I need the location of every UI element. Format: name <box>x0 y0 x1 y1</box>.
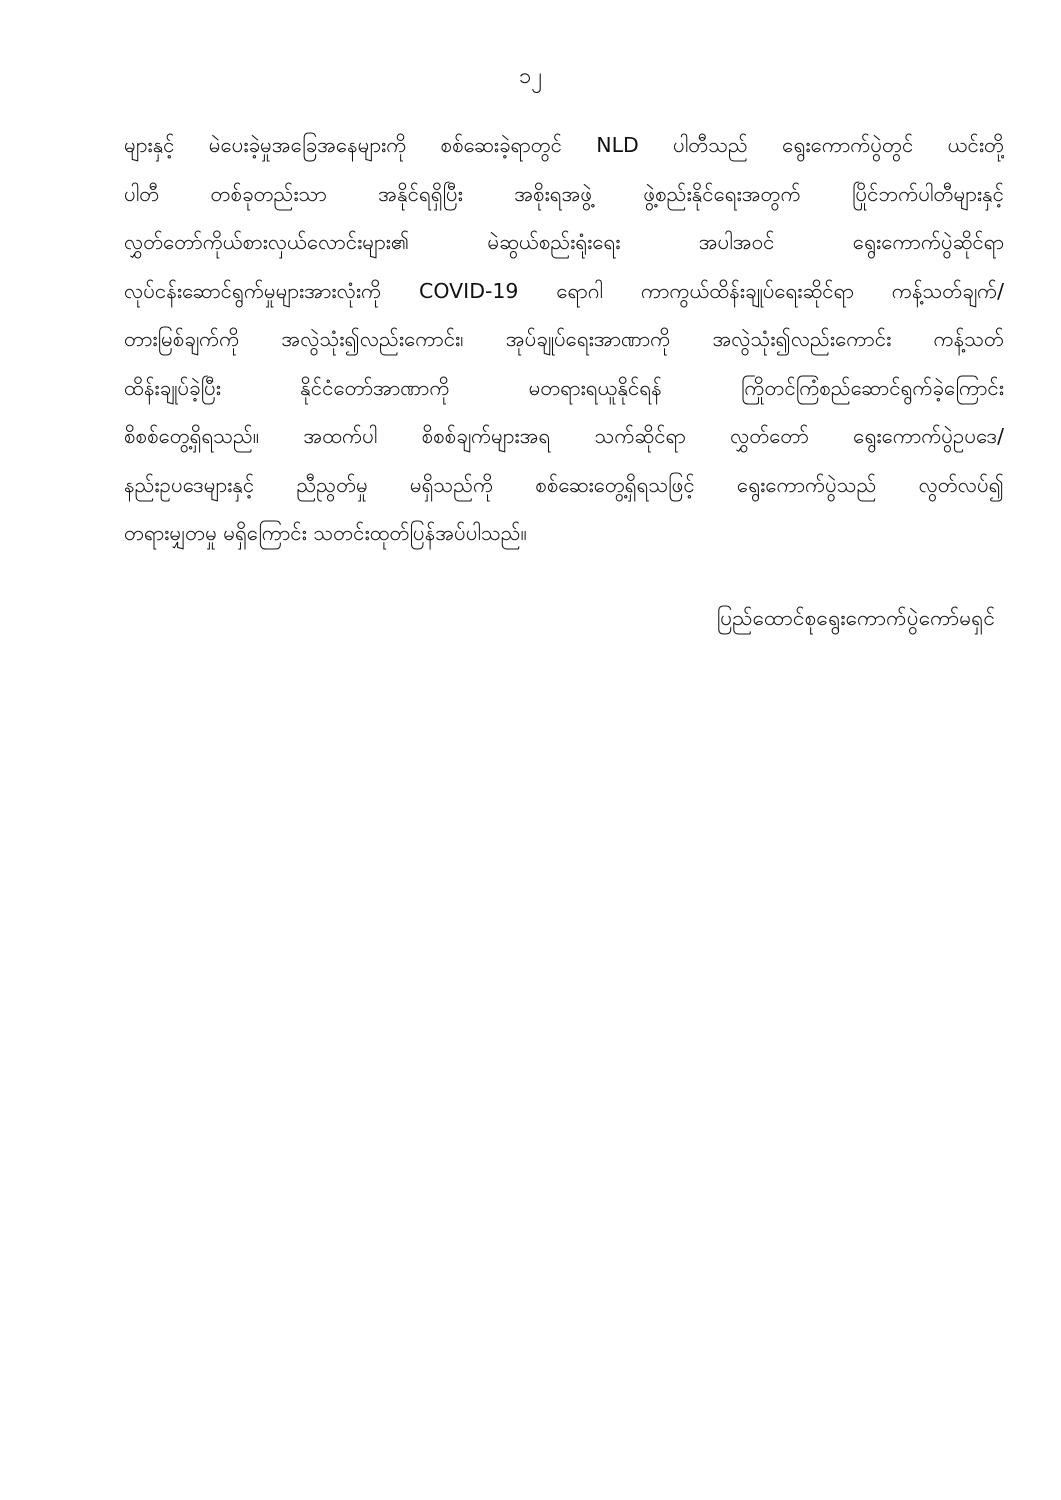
paragraph-line: များနှင့် မဲပေးခဲ့မှုအခြေအနေများကို စစ်ဆေးခဲ့ရာတွင် NLD ပါတီသည် ရွေးကောက်ပွဲတွင် ယင်းတို့ <box>124 133 1004 157</box>
page-number: ၁၂ <box>518 64 543 89</box>
paragraph-line: နည်းဥပဒေများနှင့် ညီညွတ်မှု မရှိသည်ကို စစ်ဆေးတွေ့ရှိရသဖြင့် ရွေးကောက်ပွဲသည် လွတ်လပ်၍ <box>124 472 1004 497</box>
paragraph-line: ပါတီ တစ်ခုတည်းသာ အနိုင်ရရှိပြီး အစိုးရအဖွဲ့ ဖွဲ့စည်းနိုင်ရေးအတွက် ပြိုင်ဘက်ပါတီများနှင့် <box>124 181 1004 206</box>
paragraph-line: ထိန်းချုပ်ခဲ့ပြီး နိုင်ငံတော်အာဏာကို မတရားရယူနိုင်ရန် ကြိုတင်ကြံစည်ဆောင်ရွက်ခဲ့ကြောင်း <box>124 375 1004 400</box>
paragraph-line: စိစစ်တွေ့ရှိရသည်။ အထက်ပါ စိစစ်ချက်များအရ သက်ဆိုင်ရာ လွှတ်တော် ရွေးကောက်ပွဲဥပဒေ/ <box>124 424 1004 448</box>
paragraph-line: တရားမျှတမှု မရှိကြောင်း သတင်းထုတ်ပြန်အပ်ပါသည်။ <box>124 521 527 545</box>
paragraph-line: တားမြစ်ချက်ကို အလွဲသုံး၍လည်းကောင်း၊ အုပ်ချုပ်ရေးအာဏာကို အလွဲသုံး၍လည်းကောင်း ကန့်သတ် <box>124 327 1004 351</box>
paragraph-line: လုပ်ငန်းဆောင်ရွက်မှုများအားလုံးကို COVID-19 ရောဂါ ကာကွယ်ထိန်းချုပ်ရေးဆိုင်ရာ ကန့်သတ်ချက်/ <box>124 278 1004 303</box>
signature-line: ပြည်ထောင်စုရွေးကောက်ပွဲကော်မရှင် <box>716 606 995 630</box>
paragraph-line: လွှတ်တော်ကိုယ်စားလှယ်လောင်းများ၏ မဲဆွယ်စည်းရုံးရေး အပါအဝင် ရွေးကောက်ပွဲဆိုင်ရာ <box>124 230 1004 254</box>
body-paragraph <box>124 125 1004 562</box>
